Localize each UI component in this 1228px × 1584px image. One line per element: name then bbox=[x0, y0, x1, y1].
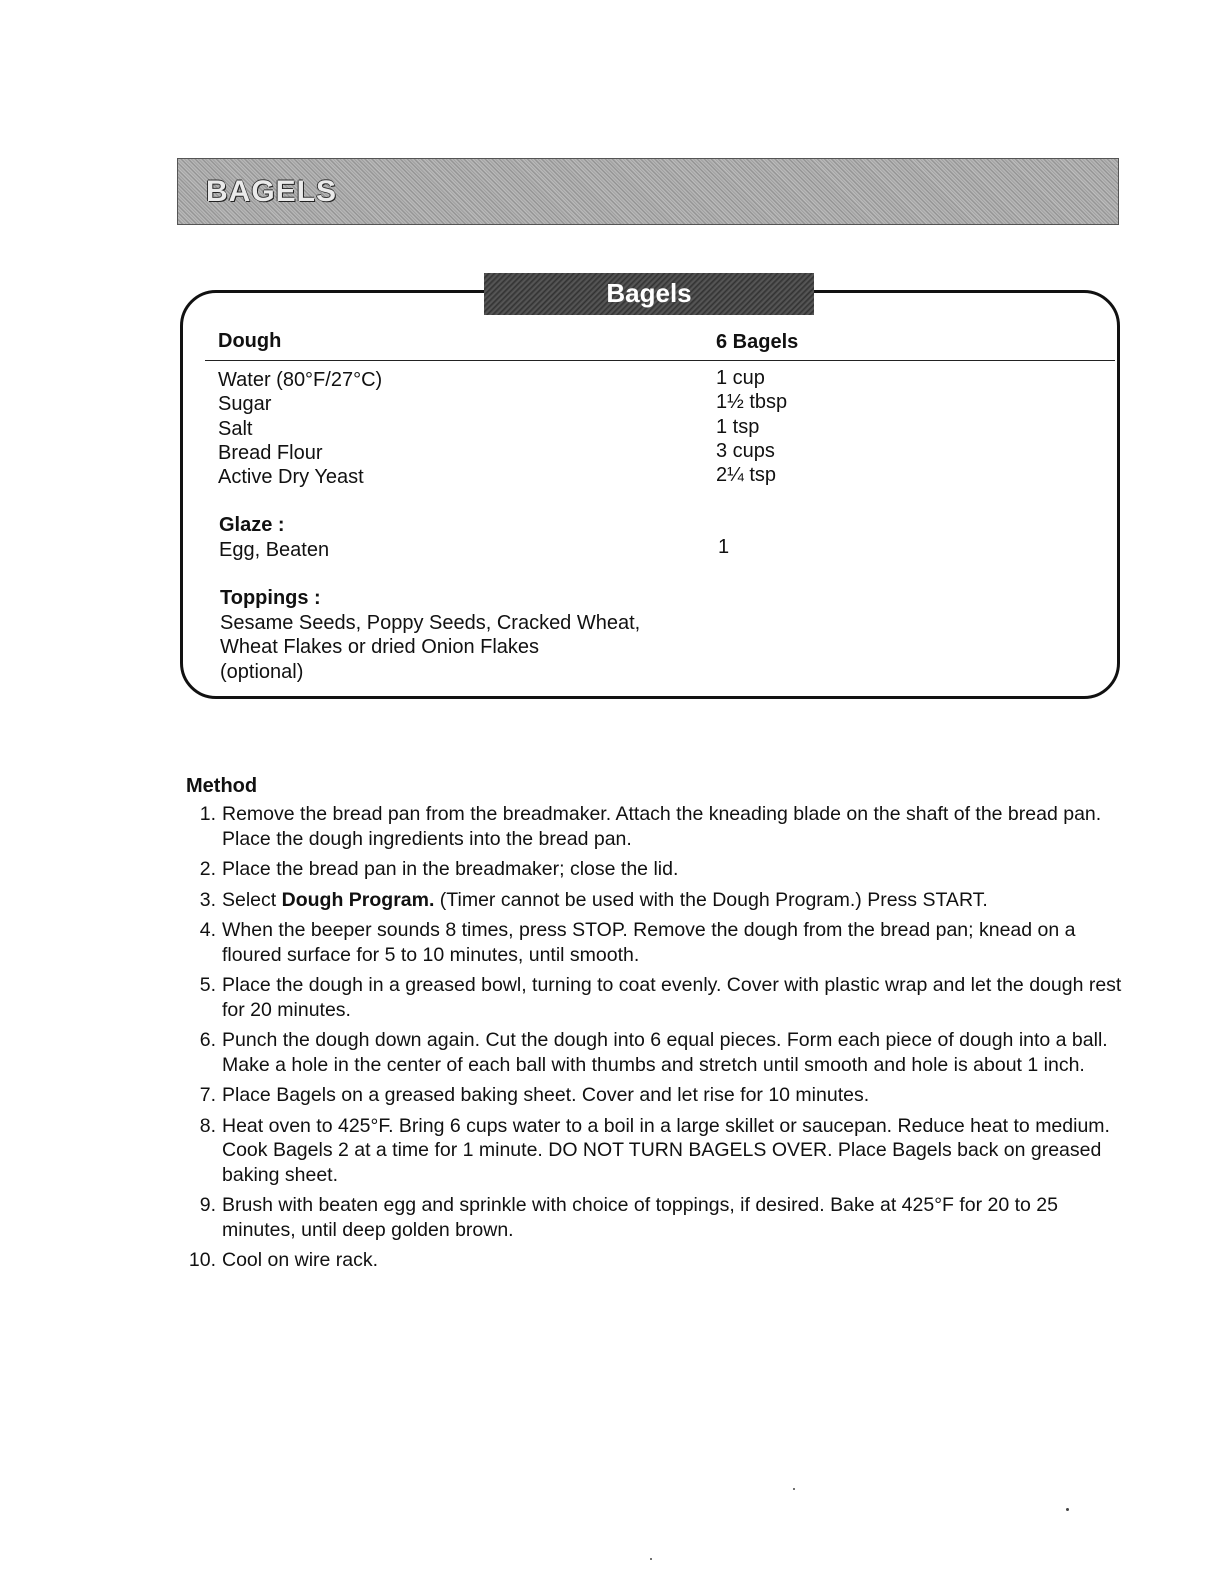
scan-speck bbox=[650, 1558, 652, 1560]
step-number: 9. bbox=[199, 1194, 216, 1216]
toppings-line: (optional) bbox=[220, 660, 304, 683]
step-text: When the beeper sounds 8 times, press STOP. Remove the dough from the bread pan; knead on a floured surface for 5 to 10 minutes, until smooth. bbox=[222, 919, 1076, 966]
method-step bbox=[186, 1083, 1126, 1108]
method-step bbox=[186, 1193, 1126, 1242]
step-number: 1. bbox=[199, 803, 216, 825]
ingredient-name: Salt bbox=[218, 417, 253, 440]
section-banner bbox=[177, 158, 1119, 225]
ingredient-quantity: 1½ tbsp bbox=[716, 391, 788, 414]
ingredient-quantity: 1 tsp bbox=[716, 415, 760, 438]
step-text-post: (Timer cannot be used with the Dough Program.) Press START. bbox=[434, 888, 988, 911]
step-text-pre: Select bbox=[222, 888, 282, 911]
glaze-heading: Glaze : bbox=[219, 514, 285, 536]
step-text-bold: Dough Program. bbox=[281, 888, 435, 911]
step-number: 10. bbox=[188, 1249, 216, 1271]
ingredient-name: Bread Flour bbox=[218, 441, 323, 464]
method-step bbox=[186, 1028, 1126, 1077]
step-text: Place Bagels on a greased baking sheet. Cover and let rise for 10 minutes. bbox=[222, 1084, 870, 1106]
ingredient-quantity: 1 cup bbox=[716, 367, 765, 389]
step-number: 7. bbox=[199, 1084, 216, 1106]
method-step bbox=[186, 918, 1126, 967]
step-number: 4. bbox=[199, 919, 216, 941]
step-number: 6. bbox=[199, 1029, 216, 1051]
step-text: Heat oven to 425°F. Bring 6 cups water to a boil in a large skillet or saucepan. Reduce heat to medium. Cook Bagels 2 at a time for 1 minute. DO NOT TURN BAGELS OVER. Place Bagels back on greased baking sheet. bbox=[222, 1114, 1110, 1186]
method-title: Method bbox=[186, 775, 258, 797]
method-steps bbox=[186, 802, 1126, 1279]
header-divider bbox=[205, 360, 1115, 361]
step-text: Place the bread pan in the breadmaker; close the lid. bbox=[222, 858, 679, 880]
recipe-title-tab bbox=[484, 273, 814, 315]
method-step bbox=[186, 1114, 1126, 1188]
recipe-title: Bagels bbox=[606, 278, 692, 308]
scan-speck bbox=[793, 1488, 795, 1490]
step-number: 3. bbox=[199, 888, 216, 911]
ingredient-name: Active Dry Yeast bbox=[218, 466, 364, 489]
method-step bbox=[186, 973, 1126, 1022]
dough-quantity-list bbox=[716, 366, 1016, 487]
toppings-line: Sesame Seeds, Poppy Seeds, Cracked Wheat, bbox=[220, 611, 641, 634]
step-number: 2. bbox=[199, 858, 216, 880]
method-step bbox=[186, 857, 1126, 882]
glaze-ingredient: Egg, Beaten bbox=[219, 538, 330, 561]
step-number: 5. bbox=[199, 974, 216, 996]
ingredient-name: Water (80°F/27°C) bbox=[218, 369, 383, 391]
ingredient-quantity: 2¼ tsp bbox=[716, 464, 777, 487]
step-text: Punch the dough down again. Cut the dough into 6 equal pieces. Form each piece of dough into a ball. Make a hole in the center of each ball with thumbs and stretch until smooth and hole is about 1 inch. bbox=[222, 1029, 1108, 1076]
ingredient-name: Sugar bbox=[218, 393, 272, 416]
section-title: BAGELS bbox=[206, 175, 338, 208]
method-step bbox=[186, 802, 1126, 851]
scan-speck bbox=[1066, 1508, 1069, 1511]
dough-column-header: Dough bbox=[218, 330, 282, 352]
ingredient-quantity: 3 cups bbox=[716, 439, 775, 462]
step-text: Brush with beaten egg and sprinkle with choice of toppings, if desired. Bake at 425°F for 20 to 25 minutes, until deep golden brown. bbox=[222, 1194, 1058, 1241]
method-step bbox=[186, 1248, 1126, 1273]
glaze-quantity: 1 bbox=[718, 536, 730, 558]
step-text: Place the dough in a greased bowl, turning to coat evenly. Cover with plastic wrap and let the dough rest for 20 minutes. bbox=[222, 974, 1122, 1021]
yield-column-header: 6 Bagels bbox=[716, 331, 799, 353]
step-text bbox=[222, 889, 988, 911]
glaze-section bbox=[219, 513, 329, 562]
step-number: 8. bbox=[199, 1114, 216, 1137]
method-step bbox=[186, 888, 1126, 913]
step-text: Cool on wire rack. bbox=[222, 1249, 379, 1271]
dough-ingredient-list bbox=[218, 368, 688, 489]
toppings-section bbox=[220, 586, 640, 684]
toppings-line: Wheat Flakes or dried Onion Flakes bbox=[220, 636, 540, 658]
step-text: Remove the bread pan from the breadmaker. Attach the kneading blade on the shaft of the bread pan. Place the dough ingredients into the bread pan. bbox=[222, 803, 1102, 850]
toppings-heading: Toppings : bbox=[220, 587, 321, 609]
